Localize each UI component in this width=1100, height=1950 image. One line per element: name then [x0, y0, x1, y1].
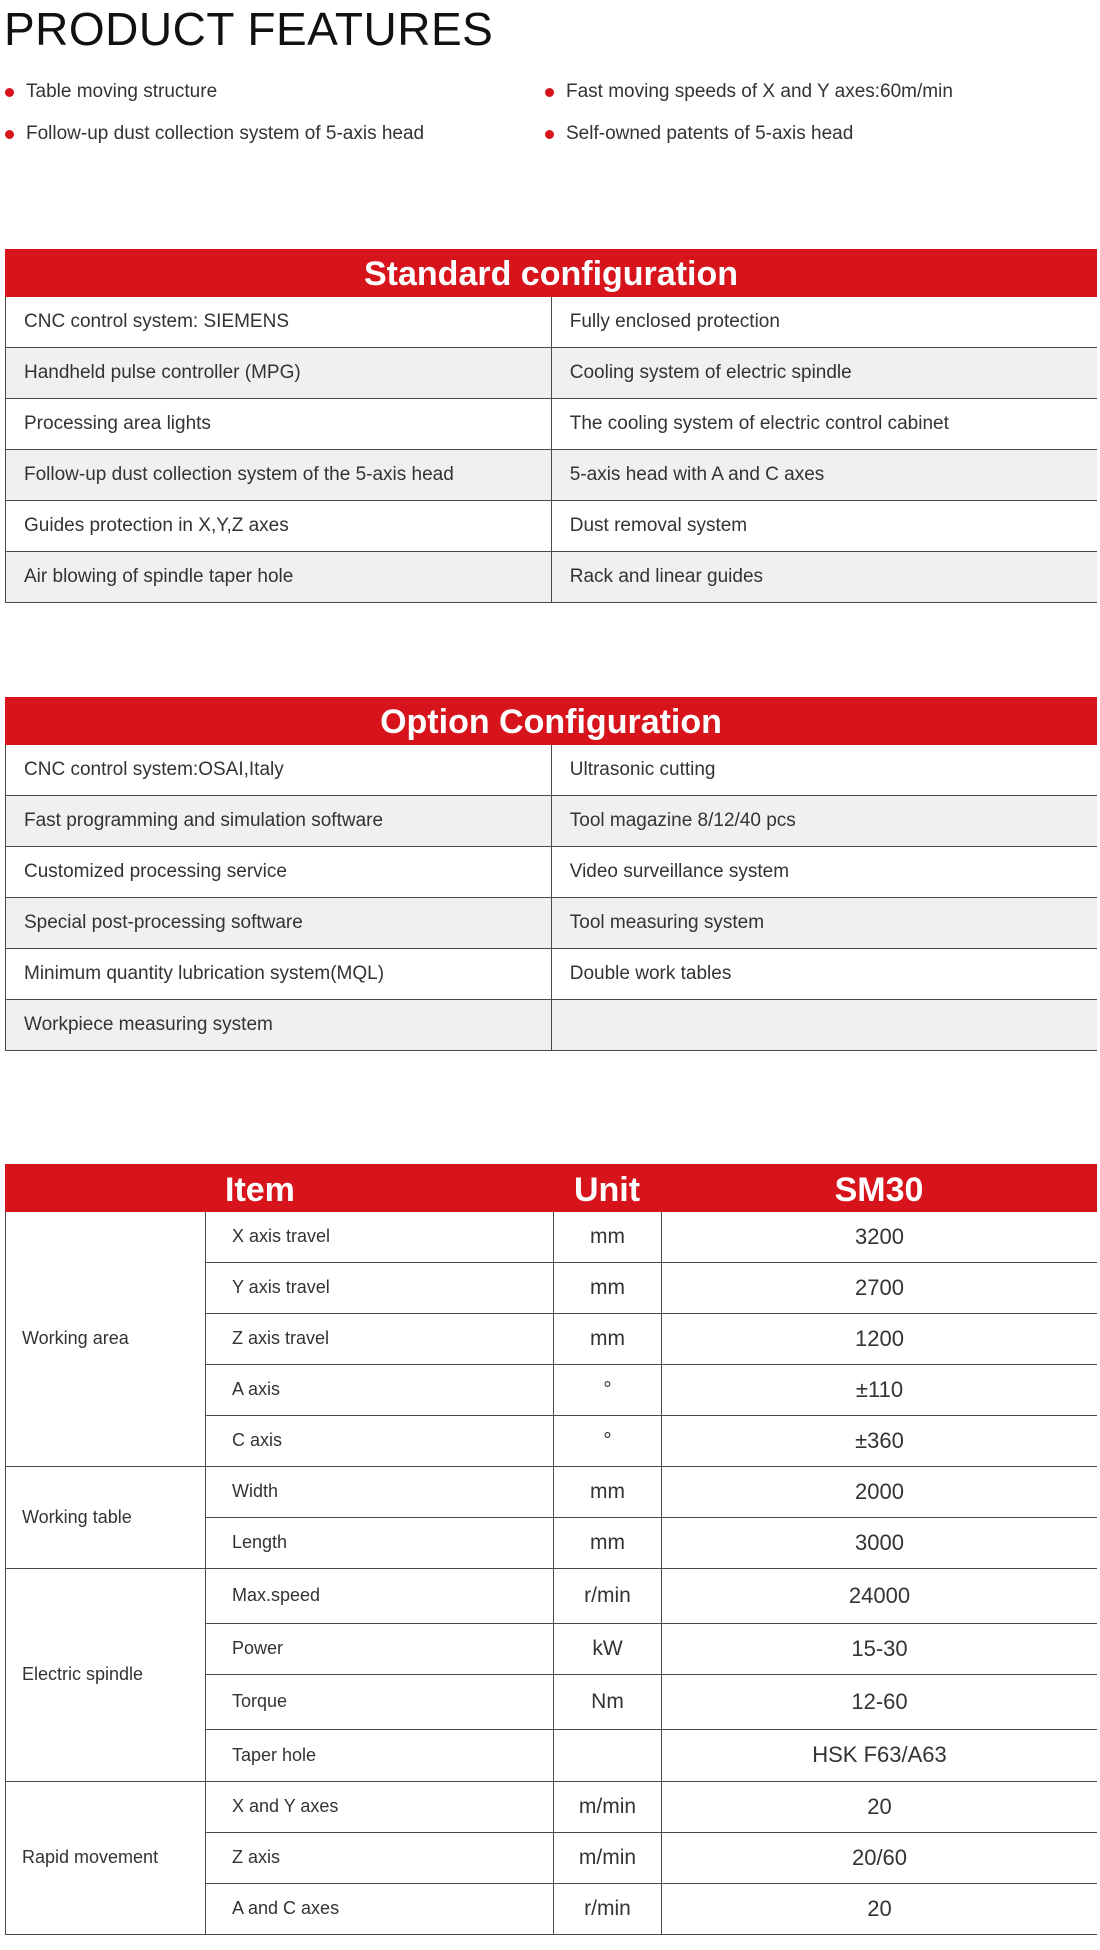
table-row	[6, 1781, 1098, 1832]
option-configuration-section	[5, 697, 1097, 1051]
table-cell: Fast programming and simulation software	[6, 796, 552, 847]
spec-value: 20	[662, 1883, 1098, 1934]
table-cell: CNC control system: SIEMENS	[6, 297, 552, 348]
table-cell: 5-axis head with A and C axes	[551, 450, 1097, 501]
table-cell: Fully enclosed protection	[551, 297, 1097, 348]
table-row	[6, 949, 1098, 1000]
spec-group-name: Working table	[6, 1466, 206, 1568]
spec-item: Length	[206, 1517, 554, 1568]
feature-item	[4, 80, 217, 104]
specifications-section	[5, 1164, 1097, 1935]
spec-item: Max.speed	[206, 1568, 554, 1623]
spec-unit: m/min	[554, 1832, 662, 1883]
table-cell: Minimum quantity lubrication system(MQL)	[6, 949, 552, 1000]
table-row	[6, 1000, 1098, 1051]
header-item: Item	[225, 1171, 295, 1209]
table-row	[6, 796, 1098, 847]
feature-text: Table moving structure	[26, 81, 218, 102]
table-cell: The cooling system of electric control cabinet	[551, 399, 1097, 450]
spec-unit: °	[554, 1364, 662, 1415]
header-model: SM30	[834, 1171, 924, 1209]
table-row	[6, 745, 1098, 796]
spec-item: Z axis	[206, 1832, 554, 1883]
table-cell: Guides protection in X,Y,Z axes	[6, 501, 552, 552]
spec-unit: r/min	[554, 1568, 662, 1623]
table-cell	[551, 1000, 1097, 1051]
spec-unit: Nm	[554, 1674, 662, 1729]
table-cell: Customized processing service	[6, 847, 552, 898]
standard-configuration-section	[5, 249, 1097, 603]
spec-value: 15-30	[662, 1623, 1098, 1674]
feature-item	[544, 122, 853, 146]
bullet-dot-icon	[545, 88, 554, 97]
table-row	[6, 399, 1098, 450]
table-row	[6, 552, 1098, 603]
spec-item: Taper hole	[206, 1729, 554, 1781]
table-cell: Processing area lights	[6, 399, 552, 450]
spec-item: X and Y axes	[206, 1781, 554, 1832]
spec-unit: r/min	[554, 1883, 662, 1934]
table-cell: CNC control system:OSAI,Italy	[6, 745, 552, 796]
spec-unit: °	[554, 1415, 662, 1466]
spec-value: 20/60	[662, 1832, 1098, 1883]
spec-value: ±110	[662, 1364, 1098, 1415]
spec-value: ±360	[662, 1415, 1098, 1466]
option-configuration-table	[5, 745, 1097, 1051]
spec-item: A axis	[206, 1364, 554, 1415]
spec-unit: mm	[554, 1212, 662, 1262]
table-cell: Follow-up dust collection system of the 5-axis head	[6, 450, 552, 501]
table-row	[6, 297, 1098, 348]
spec-item: Power	[206, 1623, 554, 1674]
table-row	[6, 1466, 1098, 1517]
spec-value: 2000	[662, 1466, 1098, 1517]
page-title: PRODUCT FEATURES	[4, 3, 494, 55]
table-cell: Cooling system of electric spindle	[551, 348, 1097, 399]
header-unit: Unit	[573, 1171, 641, 1209]
spec-item: Y axis travel	[206, 1262, 554, 1313]
table-cell: Tool measuring system	[551, 898, 1097, 949]
table-row	[6, 450, 1098, 501]
spec-value: 3200	[662, 1212, 1098, 1262]
table-cell: Air blowing of spindle taper hole	[6, 552, 552, 603]
spec-unit: kW	[554, 1623, 662, 1674]
bullet-dot-icon	[5, 130, 14, 139]
table-cell: Workpiece measuring system	[6, 1000, 552, 1051]
spec-group-name: Electric spindle	[6, 1568, 206, 1781]
spec-group-name: Rapid movement	[6, 1781, 206, 1934]
spec-item: A and C axes	[206, 1883, 554, 1934]
standard-configuration-title: Standard configuration	[5, 249, 1097, 297]
bullet-dot-icon	[5, 88, 14, 97]
table-cell: Special post-processing software	[6, 898, 552, 949]
spec-unit	[554, 1729, 662, 1781]
spec-value: 2700	[662, 1262, 1098, 1313]
table-cell: Double work tables	[551, 949, 1097, 1000]
spec-unit: m/min	[554, 1781, 662, 1832]
spec-unit: mm	[554, 1313, 662, 1364]
table-row	[6, 1212, 1098, 1262]
bullet-dot-icon	[545, 130, 554, 139]
table-row	[6, 501, 1098, 552]
spec-value: 24000	[662, 1568, 1098, 1623]
spec-unit: mm	[554, 1466, 662, 1517]
option-configuration-title: Option Configuration	[5, 697, 1097, 745]
table-cell: Video surveillance system	[551, 847, 1097, 898]
table-cell: Rack and linear guides	[551, 552, 1097, 603]
spec-unit: mm	[554, 1262, 662, 1313]
feature-text: Fast moving speeds of X and Y axes:60m/min	[566, 81, 953, 102]
spec-item: Torque	[206, 1674, 554, 1729]
feature-item	[4, 122, 424, 146]
spec-unit: mm	[554, 1517, 662, 1568]
standard-configuration-table	[5, 297, 1097, 603]
table-row	[6, 847, 1098, 898]
table-cell: Tool magazine 8/12/40 pcs	[551, 796, 1097, 847]
feature-text: Follow-up dust collection system of 5-axis head	[26, 123, 425, 144]
table-row	[6, 1568, 1098, 1623]
spec-value: 20	[662, 1781, 1098, 1832]
spec-value: 12-60	[662, 1674, 1098, 1729]
spec-value: HSK F63/A63	[662, 1729, 1098, 1781]
spec-item: Z axis travel	[206, 1313, 554, 1364]
table-cell: Ultrasonic cutting	[551, 745, 1097, 796]
table-cell: Dust removal system	[551, 501, 1097, 552]
spec-item: Width	[206, 1466, 554, 1517]
spec-value: 3000	[662, 1517, 1098, 1568]
spec-item: X axis travel	[206, 1212, 554, 1262]
spec-value: 1200	[662, 1313, 1098, 1364]
table-row	[6, 348, 1098, 399]
header-spacer	[5, 1164, 205, 1212]
specifications-table	[5, 1212, 1097, 1935]
table-row	[6, 898, 1098, 949]
feature-item	[544, 80, 953, 104]
spec-item: C axis	[206, 1415, 554, 1466]
table-cell: Handheld pulse controller (MPG)	[6, 348, 552, 399]
spec-group-name: Working area	[6, 1212, 206, 1466]
specifications-header	[5, 1164, 1097, 1212]
feature-text: Self-owned patents of 5-axis head	[566, 123, 854, 144]
